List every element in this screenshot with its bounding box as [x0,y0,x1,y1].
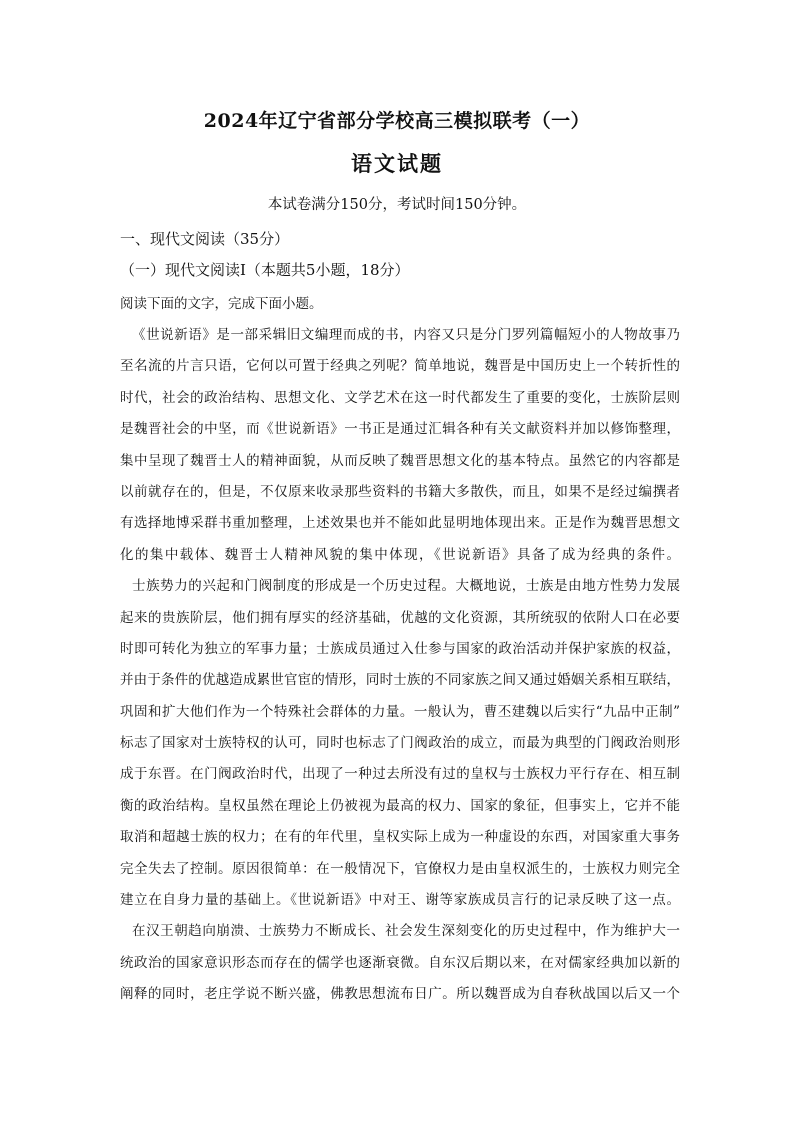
exam-title: 2024年辽宁省部分学校高三模拟联考（一） [203,110,591,132]
passage-line: 并由于条件的优越造成累世官宦的情形，同时士族的不同家族之间又通过婚姻关系相互联结， [120,672,680,689]
passage-line: 化的集中载体、魏晋士人精神风貌的集中体现，《世说新语》具备了成为经典的条件。 [120,546,680,563]
passage-line: 衡的政治结构。皇权虽然在理论上仍被视为最高的权力、国家的象征，但事实上，它并不能 [120,797,680,814]
passage-line: 时代，社会的政治结构、思想文化、文学艺术在这一时代都发生了重要的变化，士族阶层则 [120,389,680,406]
passage-line: 阐释的同时，老庄学说不断兴盛，佛教思想流布日广。所以魏晋成为自春秋战国以后又一个 [120,986,680,1003]
passage-line: 以前就存在的，但是，不仅原来收录那些资料的书籍大多散佚，而且，如果不是经过编撰者 [120,483,680,500]
passage-line: 建立在自身力量的基础上。《世说新语》中对王、谢等家族成员言行的记录反映了这一点。 [120,892,680,909]
sub-section-heading: （一）现代文阅读Ⅰ（本题共5小题，18分） [120,261,410,279]
reading-instruction: 阅读下面的文字，完成下面小题。 [120,296,323,312]
passage-line: 时即可转化为独立的军事力量；士族成员通过入仕参与国家的政治活动并保护家族的权益， [120,640,680,657]
passage-line: 集中呈现了魏晋士人的精神面貌，从而反映了魏晋思想文化的基本特点。虽然它的内容都是 [120,452,680,469]
passage-line: 士族势力的兴起和门阀制度的形成是一个历史过程。大概地说，士族是由地方性势力发展 [132,578,680,595]
subject-title: 语文试题 [351,151,443,176]
passage-line: 《世说新语》是一部采辑旧文编理而成的书，内容又只是分门罗列篇幅短小的人物故事乃 [132,327,680,343]
passage-line: 有选择地博采群书重加整理，上述效果也并不能如此显明地体现出来。正是作为魏晋思想文 [120,515,680,532]
passage-body [120,320,680,1011]
passage-line: 在汉王朝趋向崩溃、士族势力不断成长、社会发生深刻变化的历史过程中，作为维护大一 [132,923,680,940]
passage-line: 标志了国家对士族特权的认可，同时也标志了门阀政治的成立，而最为典型的门阀政治则形 [120,735,680,752]
exam-info: 本试卷满分150分，考试时间150分钟。 [267,197,527,213]
passage-line: 成于东晋。在门阀政治时代，出现了一种过去所没有过的皇权与士族权力平行存在、相互制 [120,766,680,783]
passage-line: 统政治的国家意识形态而存在的儒学也逐渐衰微。自东汉后期以来，在对儒家经典加以新的 [120,954,680,971]
passage-line: 起来的贵族阶层，他们拥有厚实的经济基础，优越的文化资源，其所统驭的依附人口在必要 [120,609,680,626]
passage-line: 完全失去了控制。原因很简单：在一般情况下，官僚权力是由皇权派生的，士族权力则完全 [120,860,680,877]
passage-line: 取消和超越士族的权力；在有的年代里，皇权实际上成为一种虚设的东西，对国家重大事务 [120,829,680,846]
section-heading: 一、现代文阅读（35分） [120,230,290,248]
passage-line: 是魏晋社会的中坚，而《世说新语》一书正是通过汇辑各种有关文献资料并加以修饰整理， [120,421,680,438]
passage-line: 至名流的片言只语，它何以可置于经典之列呢？简单地说，魏晋是中国历史上一个转折性的 [120,358,680,375]
passage-line: 巩固和扩大他们作为一个特殊社会群体的力量。一般认为，曹丕建魏以后实行“九品中正制” [120,703,680,720]
